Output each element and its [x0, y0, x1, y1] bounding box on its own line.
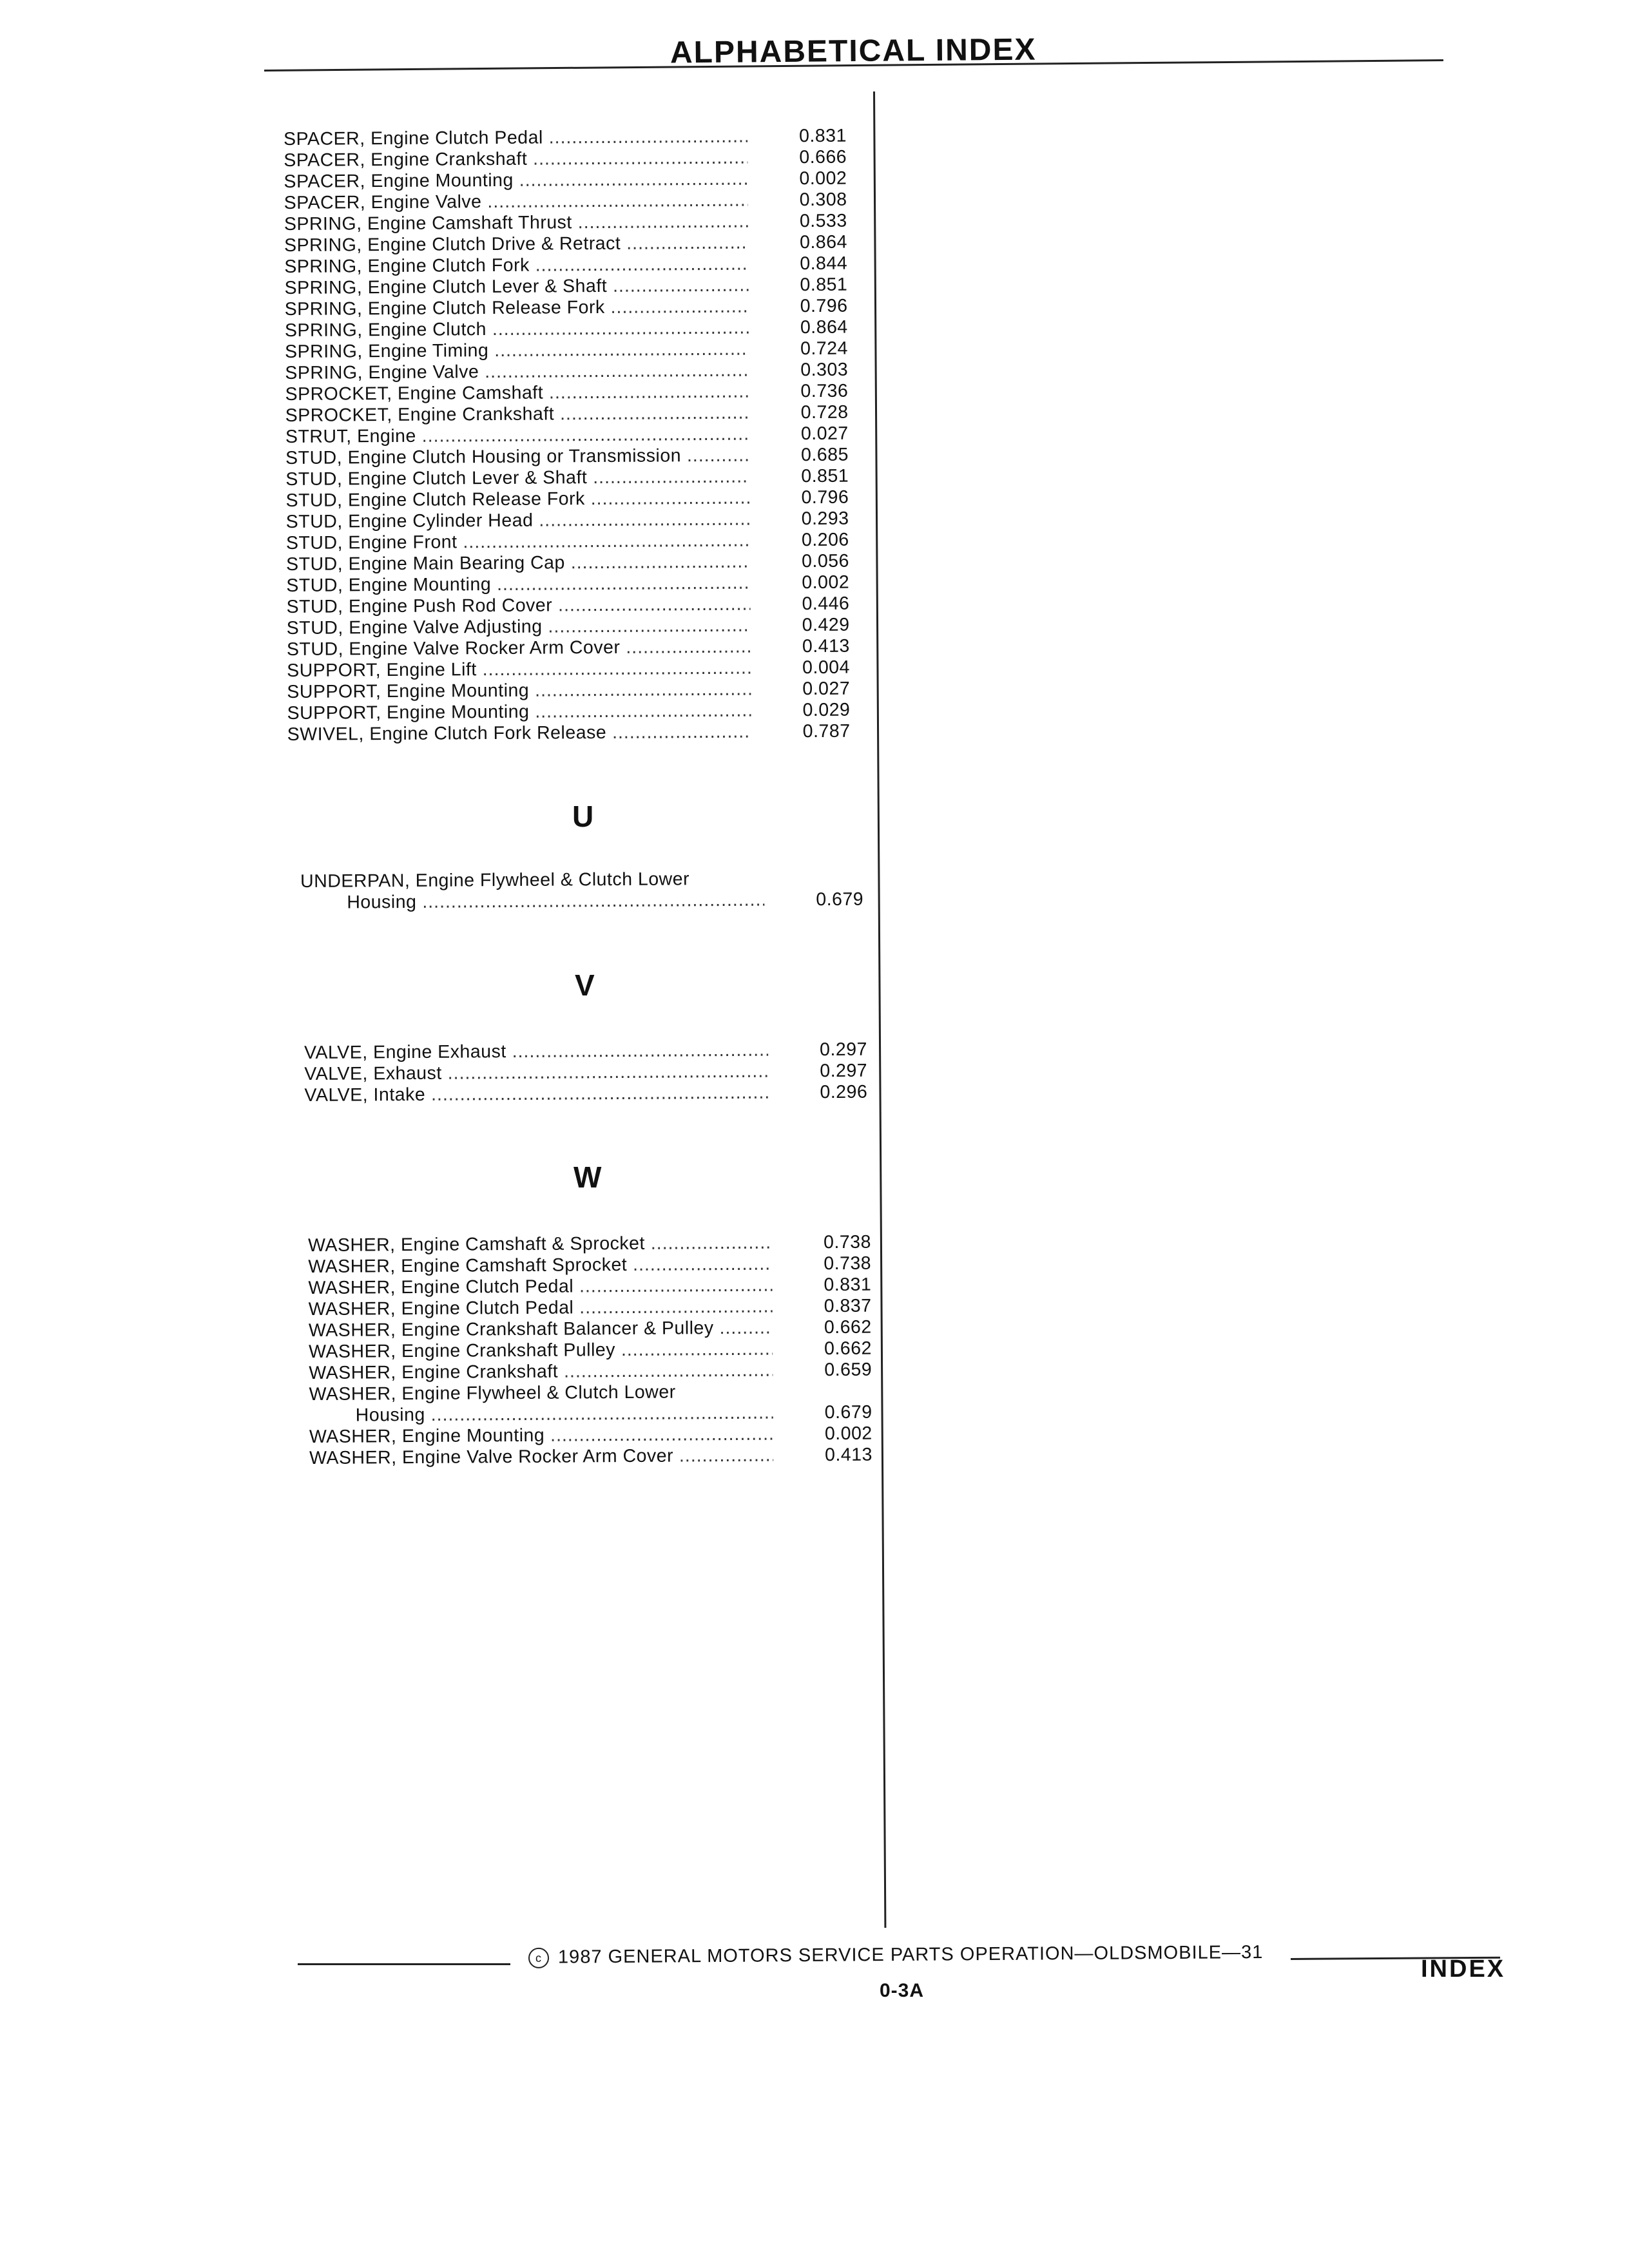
entry-description: SPRING, Engine Valve .....	[285, 360, 749, 384]
entry-description: WASHER, Engine Clutch Pedal .....	[308, 1275, 772, 1299]
entry-page-ref: 0.002	[799, 168, 847, 189]
entry-description: STUD, Engine Clutch Release Fork .....	[285, 488, 749, 512]
entry-description: SUPPORT, Engine Mounting .....	[287, 679, 751, 703]
index-entry	[308, 1231, 872, 1256]
entry-page-ref: 0.293	[801, 508, 849, 530]
entry-description: WASHER, Engine Valve Rocker Arm Cover .....	[309, 1445, 773, 1469]
entry-description: SWIVEL, Engine Clutch Fork Release .....	[287, 722, 751, 745]
entry-page-ref: 0.297	[820, 1060, 868, 1082]
entry-page-ref: 0.446	[802, 593, 850, 615]
copyright-icon: c	[528, 1948, 549, 1968]
entry-description-continuation: Housing .....	[347, 890, 764, 914]
index-entry	[308, 1253, 872, 1278]
section-letter-u: U	[572, 800, 594, 833]
entry-page-ref: 0.662	[824, 1338, 872, 1360]
index-entry	[309, 1423, 872, 1448]
index-entry	[309, 1381, 676, 1405]
entry-page-ref: 0.027	[802, 678, 851, 700]
entry-page-ref: 0.659	[824, 1359, 872, 1381]
entry-page-ref: 0.728	[800, 401, 849, 423]
entry-description: VALVE, Engine Exhaust .....	[304, 1040, 768, 1064]
entry-description: WASHER, Engine Crankshaft .....	[309, 1360, 773, 1384]
entry-description: SPRING, Engine Clutch Release Fork .....	[285, 296, 749, 320]
entry-page-ref: 0.206	[801, 529, 849, 551]
entry-description: SPACER, Engine Crankshaft .....	[284, 148, 747, 171]
entry-description: STUD, Engine Cylinder Head .....	[286, 509, 750, 533]
entry-page-ref: 0.666	[799, 146, 847, 168]
entry-description: STUD, Engine Mounting .....	[286, 573, 750, 597]
index-entry	[308, 1274, 872, 1299]
entry-description: STUD, Engine Valve Adjusting .....	[287, 615, 751, 639]
entry-description: SPRING, Engine Camshaft Thrust .....	[284, 211, 748, 235]
page-number: 0-3A	[880, 1980, 925, 2001]
entry-page-ref: 0.787	[802, 720, 851, 742]
footer-rule-left	[298, 1963, 510, 1965]
entry-page-ref: 0.837	[824, 1295, 872, 1317]
entry-page-ref: 0.738	[823, 1231, 872, 1253]
entry-page-ref: 0.685	[801, 444, 849, 466]
entry-page-ref: 0.851	[800, 274, 848, 296]
entry-page-ref: 0.297	[819, 1039, 868, 1061]
entry-page-ref: 0.796	[801, 486, 849, 508]
column-divider	[873, 91, 886, 1928]
entry-page-ref: 0.851	[801, 465, 849, 487]
section-v-entries	[304, 1039, 868, 1106]
entry-description: SPACER, Engine Valve .....	[284, 190, 748, 214]
entry-page-ref: 0.724	[800, 338, 849, 360]
entry-description: SPACER, Engine Clutch Pedal .....	[284, 126, 747, 150]
entry-page-ref: 0.662	[824, 1316, 872, 1338]
index-entry	[308, 1295, 872, 1320]
entry-description: WASHER, Engine Mounting .....	[309, 1424, 773, 1448]
section-w-entries	[308, 1231, 873, 1469]
entry-description: STRUT, Engine .....	[285, 424, 749, 448]
entry-description: SUPPORT, Engine Mounting .....	[287, 700, 751, 724]
entry-description-continuation: Housing .....	[356, 1403, 773, 1427]
entry-description: STUD, Engine Valve Rocker Arm Cover .....	[287, 637, 751, 660]
entry-description: SPRING, Engine Timing .....	[285, 339, 749, 363]
footer-copyright-text: 1987 GENERAL MOTORS SERVICE PARTS OPERATION—OLDSMOBILE—31	[557, 1942, 1264, 1968]
page-title: ALPHABETICAL INDEX	[670, 32, 1037, 70]
entry-page-ref: 0.296	[820, 1081, 868, 1103]
entry-page-ref: 0.796	[800, 295, 848, 317]
entry-description: STUD, Engine Clutch Housing or Transmission .....	[285, 445, 749, 469]
entry-page-ref: 0.679	[816, 889, 864, 910]
entry-description: VALVE, Exhaust .....	[304, 1061, 768, 1085]
index-entry	[309, 1444, 873, 1469]
entry-page-ref: 0.413	[802, 635, 850, 657]
entry-description: SPROCKET, Engine Crankshaft .....	[285, 403, 749, 427]
index-entry	[300, 869, 690, 892]
entry-page-ref: 0.679	[824, 1401, 872, 1423]
entry-page-ref: 0.056	[802, 550, 850, 572]
entry-description: SPRING, Engine Clutch Drive & Retract .....	[284, 233, 748, 256]
entry-page-ref: 0.029	[802, 699, 851, 721]
entry-page-ref: 0.303	[800, 359, 849, 381]
entry-page-ref: 0.831	[798, 125, 847, 147]
entry-page-ref: 0.308	[799, 189, 847, 211]
index-entry-continuation	[309, 1401, 872, 1427]
section-letter-v: V	[575, 968, 595, 1002]
section-label: INDEX	[1421, 1956, 1506, 1983]
entry-page-ref: 0.429	[802, 614, 850, 636]
entry-description: SPRING, Engine Clutch Fork .....	[284, 254, 748, 278]
entry-description: STUD, Engine Clutch Lever & Shaft .....	[285, 466, 749, 490]
section-letter-w: W	[574, 1160, 602, 1194]
entry-page-ref: 0.736	[800, 380, 849, 402]
entry-description: STUD, Engine Main Bearing Cap .....	[286, 552, 750, 575]
entry-description: WASHER, Engine Clutch Pedal .....	[309, 1296, 773, 1320]
entry-description: SPROCKET, Engine Camshaft .....	[285, 381, 749, 405]
entry-description: UNDERPAN, Engine Flywheel & Clutch Lower	[300, 869, 690, 892]
entry-description: STUD, Engine Push Rod Cover .....	[286, 594, 750, 618]
entry-description: STUD, Engine Front .....	[286, 530, 750, 554]
index-entry	[309, 1359, 872, 1384]
entry-page-ref: 0.831	[824, 1274, 872, 1296]
entry-page-ref: 0.533	[799, 210, 847, 232]
entry-page-ref: 0.027	[800, 423, 849, 445]
entry-page-ref: 0.844	[800, 253, 848, 274]
entry-description: WASHER, Engine Camshaft Sprocket .....	[308, 1254, 772, 1278]
entry-description: SPRING, Engine Clutch Lever & Shaft .....	[284, 275, 748, 299]
entry-description: VALVE, Intake .....	[304, 1082, 768, 1106]
entry-page-ref: 0.002	[802, 572, 850, 593]
entry-description: SPACER, Engine Mounting .....	[284, 169, 747, 193]
entry-description: WASHER, Engine Crankshaft Pulley .....	[309, 1339, 773, 1363]
entry-page-ref: 0.738	[824, 1253, 872, 1274]
entry-page-ref: 0.864	[800, 316, 848, 338]
entry-page-ref: 0.004	[802, 657, 851, 678]
footer-copyright	[528, 1942, 1264, 1968]
entry-description: WASHER, Engine Camshaft & Sprocket .....	[308, 1233, 772, 1256]
entry-page-ref: 0.413	[825, 1444, 873, 1466]
entry-description: WASHER, Engine Crankshaft Balancer & Pulley .....	[309, 1318, 773, 1341]
index-entry	[308, 1316, 872, 1341]
entry-page-ref: 0.864	[799, 231, 848, 253]
section-s-entries	[284, 125, 851, 745]
entry-page-ref: 0.002	[824, 1423, 872, 1445]
section-u-entries	[300, 869, 864, 914]
entry-description: SPRING, Engine Clutch .....	[285, 318, 749, 341]
entry-description: SUPPORT, Engine Lift .....	[287, 658, 751, 682]
index-entry-continuation	[300, 889, 864, 914]
entry-description: WASHER, Engine Flywheel & Clutch Lower	[309, 1381, 676, 1405]
index-entry	[309, 1338, 872, 1363]
